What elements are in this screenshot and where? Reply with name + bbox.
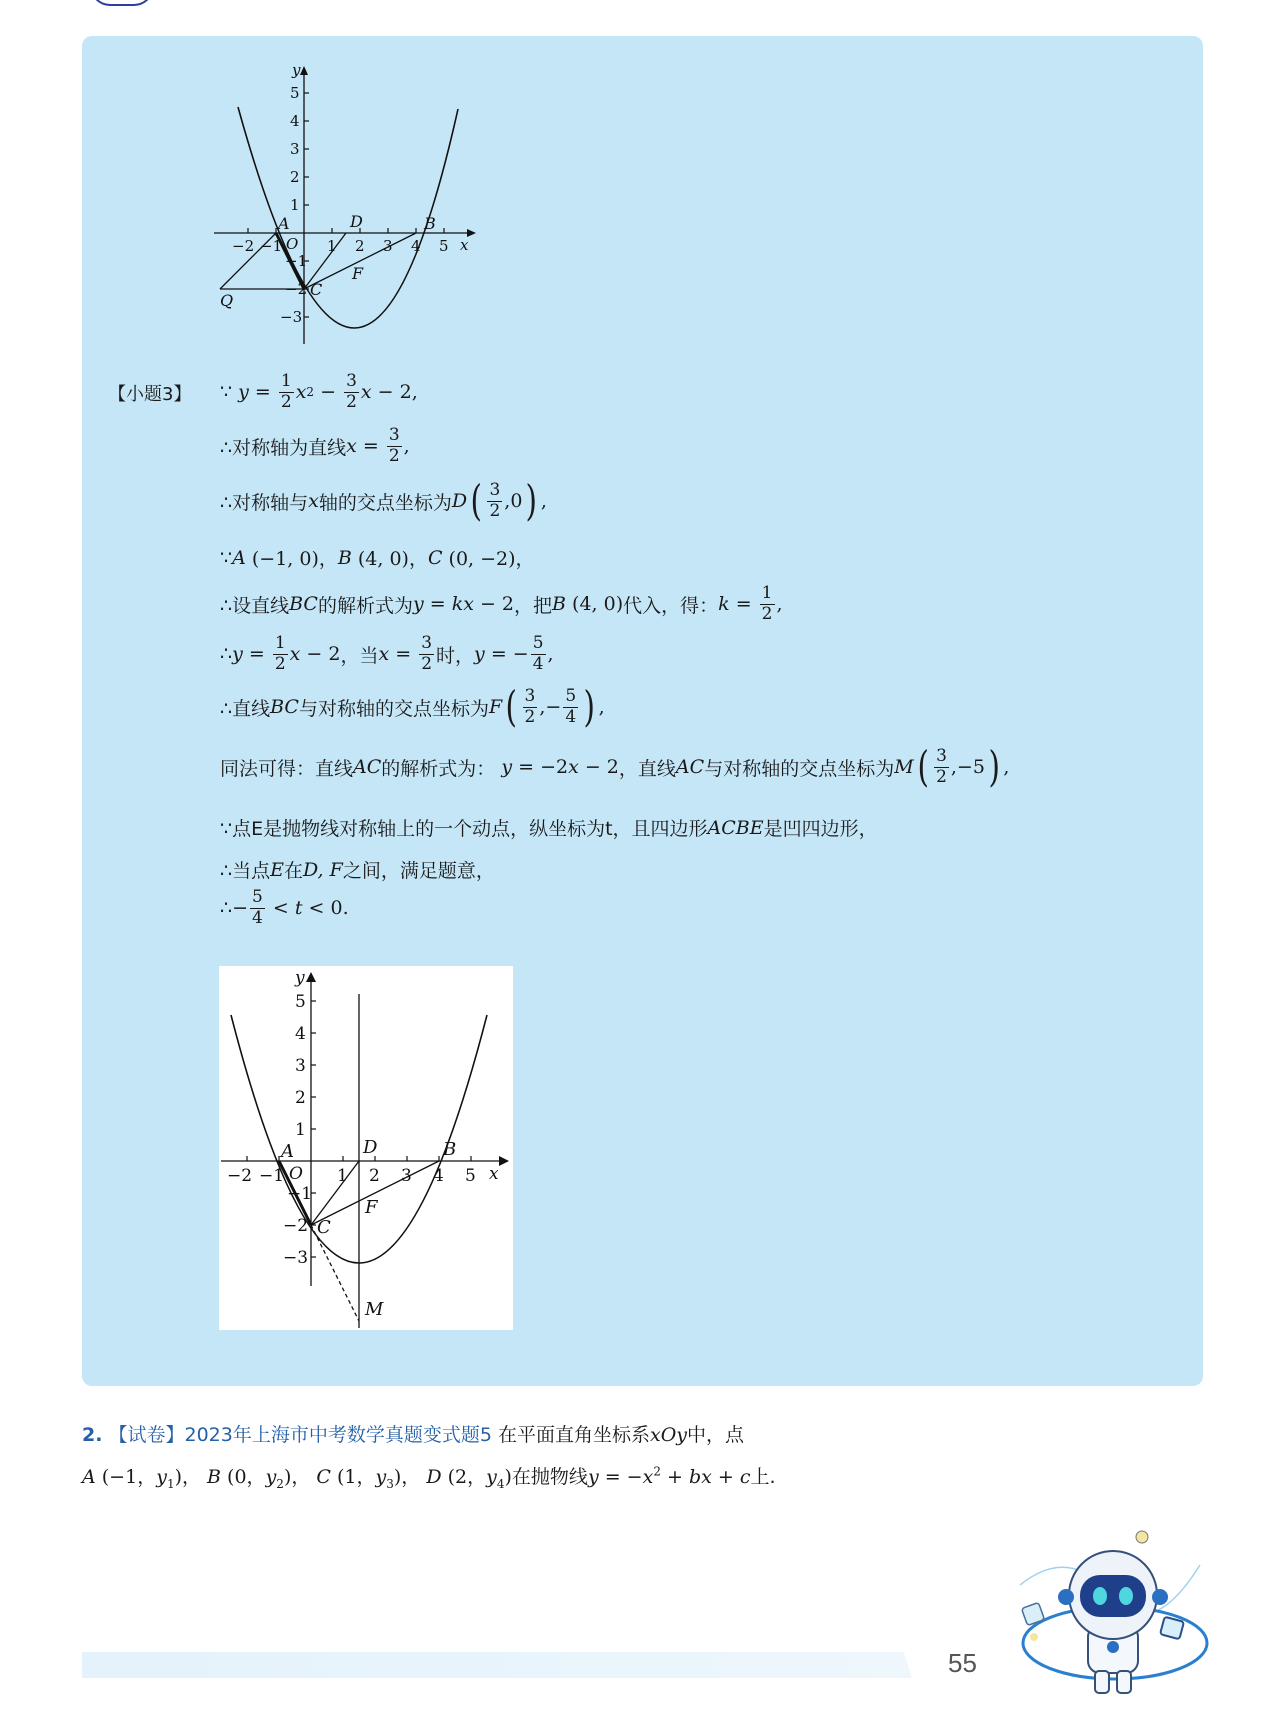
- solution-line-1: ∵ y = $\frac{1}{2}$ x 2 − $\frac{3}{2}$ x − 2,: [220, 371, 418, 412]
- point-label-B: B: [424, 214, 436, 233]
- solution-text: ∵点E是抛物线对称轴上的一个动点，纵坐标为t，且四边形: [220, 818, 708, 840]
- header-decoration: [90, 0, 154, 6]
- question-2-line-1: [82, 1420, 744, 1447]
- y-tick-labels: [283, 968, 312, 1268]
- solution-text: ∴当点: [220, 860, 271, 882]
- x-tick-labels: [227, 1164, 499, 1186]
- x-tick-label: 2: [369, 1166, 380, 1186]
- solution-text: ，把: [514, 594, 553, 617]
- point-label-C: C: [310, 280, 323, 299]
- solution-text: 代入，得：: [623, 594, 719, 617]
- y-tick-label: 3: [290, 140, 300, 158]
- y-tick-label: 5: [295, 992, 306, 1012]
- solution-line-11: ∴ − $\frac{5}{4}$ < t < 0.: [220, 887, 349, 928]
- y-tick-label: 2: [290, 168, 300, 186]
- solution-text: 同法可得：直线: [220, 757, 354, 780]
- x-tick-label: −2: [232, 237, 255, 255]
- footer-bar: [82, 1652, 912, 1678]
- robot-mascot: [1010, 1525, 1210, 1700]
- y-tick-label: −2: [283, 1216, 309, 1236]
- y-tick-label: 5: [290, 84, 300, 102]
- x-tick-label: 2: [355, 237, 365, 255]
- y-tick-label: −2: [285, 280, 308, 298]
- x-tick-label: 3: [401, 1166, 412, 1186]
- question-source: 【试卷】2023年上海市中考数学真题变式题5: [108, 1424, 492, 1446]
- point-label-A: A: [278, 214, 290, 233]
- solution-text: ∴直线: [220, 697, 271, 720]
- solution-text: ∴对称轴与: [220, 491, 309, 514]
- solution-line-9: ∵点E是抛物线对称轴上的一个动点，纵坐标为t，且四边形 ACBE 是凹四边形，: [220, 814, 878, 841]
- y-tick-label: 1: [290, 196, 300, 214]
- solution-text: 在: [283, 860, 303, 882]
- solution-text: 的解析式为：: [381, 757, 496, 780]
- question-text: 在平面直角坐标系: [491, 1424, 650, 1446]
- y-axis-label: y: [295, 968, 305, 988]
- solution-text: ，直线: [618, 757, 676, 780]
- point-label-D: D: [363, 1137, 378, 1158]
- solution-line-7: ∴直线 BC 与对称轴的交点坐标为 F ( $\frac{3}{2}$ ,− $\frac{5}{4}$ ) ,: [220, 682, 605, 731]
- coordinate-system-name: xOy: [650, 1424, 688, 1446]
- solution-text: 之间，满足题意，: [342, 860, 495, 882]
- solution-line-3: ∴对称轴与 x 轴的交点坐标为 D ( $\frac{3}{2}$ ,0 ) ,: [220, 476, 547, 525]
- point-label-Q: Q: [220, 291, 234, 310]
- question-2-line-2: A (−1，$y_1$)， B (0，$y_2$)， C (1，$y_3$)， D (2，$y_4$)在抛物线$y = -x^2$ + bx + c上.: [82, 1464, 776, 1491]
- solution-text: 与对称轴的交点坐标为: [704, 757, 895, 780]
- page-number: 55: [948, 1648, 977, 1678]
- point-label-F: F: [365, 1197, 378, 1218]
- graph-1-svg: [210, 62, 480, 348]
- x-axis-label: x: [489, 1164, 499, 1184]
- x-tick-label: −1: [259, 1166, 285, 1186]
- solution-text: ，当: [340, 644, 379, 667]
- subquestion-label: 【小题3】: [108, 384, 192, 405]
- y-tick-label: 3: [295, 1056, 306, 1076]
- solution-text: 与对称轴的交点坐标为: [298, 697, 489, 720]
- solution-text: 时，: [436, 644, 475, 667]
- x-tick-label: 4: [411, 237, 421, 255]
- because-symbol: ∵: [220, 546, 233, 569]
- y-tick-labels: [280, 62, 307, 326]
- y-tick-label: −3: [283, 1248, 309, 1268]
- x-tick-label: 3: [383, 237, 393, 255]
- solution-line-8: 同法可得：直线 AC 的解析式为： y = −2 x − 2 ，直线 AC 与对称轴的交点坐标为 M ( $\frac{3}{2}$ ,−5 ) ,: [220, 742, 1010, 791]
- solution-text: ∴设直线: [220, 594, 290, 617]
- point-label-D: D: [350, 212, 363, 231]
- x-tick-label: −1: [260, 237, 283, 255]
- therefore-symbol: ∴: [220, 897, 233, 920]
- therefore-symbol: ∴: [220, 643, 233, 666]
- origin-label: O: [286, 235, 299, 253]
- x-tick-label: −2: [227, 1166, 253, 1186]
- solution-text: 轴的交点坐标为: [318, 491, 452, 514]
- y-tick-label: −3: [280, 308, 303, 326]
- question-text: 上.: [750, 1466, 776, 1488]
- because-symbol: ∵: [220, 381, 233, 404]
- x-tick-label: 1: [327, 237, 337, 255]
- x-tick-label: 5: [439, 237, 449, 255]
- origin-label: O: [289, 1164, 303, 1184]
- point-label-A: A: [281, 1141, 294, 1162]
- y-tick-label: −1: [287, 1184, 313, 1204]
- y-tick-label: 1: [295, 1120, 306, 1140]
- segment-CM-dashed: [311, 1225, 359, 1321]
- point-labels: [220, 212, 436, 310]
- point-label-B: B: [443, 1139, 457, 1160]
- y-axis-arrow: [300, 66, 308, 75]
- solution-text: 是凹四边形，: [763, 818, 878, 840]
- y-axis-label: y: [292, 62, 301, 79]
- x-axis-label: x: [460, 236, 469, 254]
- y-tick-label: −1: [285, 252, 308, 270]
- solution-line-5: ∴设直线 BC 的解析式为 y = kx − 2 ，把 B (4, 0) 代入，得： k = $\frac{1}{2}$ ,: [220, 583, 783, 624]
- y-tick-label: 4: [295, 1024, 306, 1044]
- solution-line-4: ∵ A (−1, 0)， B (4, 0)， C (0, −2)，: [220, 546, 535, 570]
- solution-text: ∴对称轴为直线: [220, 436, 347, 459]
- robot-illustration: [1010, 1525, 1210, 1700]
- segment-CD: [311, 1161, 359, 1225]
- question-number: 2.: [82, 1424, 103, 1446]
- ticks: [248, 93, 444, 317]
- y-axis-arrow: [306, 972, 316, 982]
- point-label-C: C: [317, 1217, 331, 1238]
- x-tick-label: 1: [337, 1166, 348, 1186]
- x-tick-labels: [232, 235, 469, 255]
- x-axis-arrow: [499, 1156, 509, 1166]
- y-tick-label: 2: [295, 1088, 306, 1108]
- solution-line-10: ∴当点 E 在 D, F 之间，满足题意，: [220, 856, 495, 883]
- x-tick-label: 4: [433, 1166, 444, 1186]
- point-label-F: F: [352, 264, 364, 283]
- parabola-graph-2: [219, 966, 513, 1330]
- x-tick-label: 5: [465, 1166, 476, 1186]
- question-text: 在抛物线: [511, 1466, 588, 1488]
- y-tick-label: 4: [290, 112, 300, 130]
- question-text: 中，点: [687, 1424, 745, 1446]
- solution-text: 的解析式为: [317, 594, 413, 617]
- solution-line-2: ∴对称轴为直线 x = $\frac{3}{2}$ ,: [220, 425, 410, 466]
- point-label-M: M: [365, 1299, 384, 1320]
- solution-line-6: ∴ y = $\frac{1}{2}$ x − 2 ，当 x = $\frac{3}{2}$ 时， y = − $\frac{5}{4}$ ,: [220, 633, 554, 674]
- graph-2-svg: [219, 966, 513, 1330]
- parabola-graph-1: [210, 62, 480, 348]
